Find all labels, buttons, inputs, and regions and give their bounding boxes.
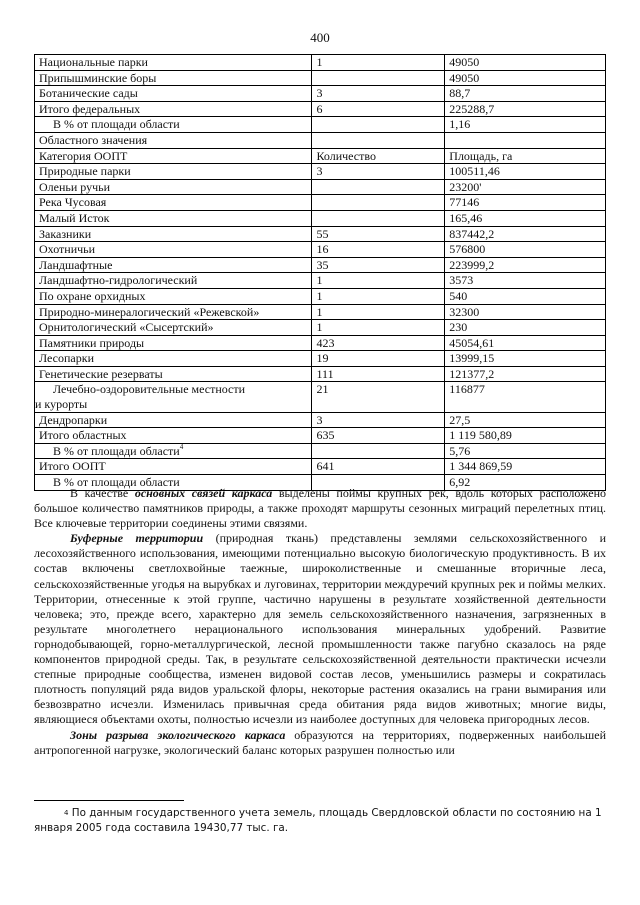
cell-category: Дендропарки [35,412,312,428]
cell-count: 55 [312,226,445,242]
cell-category: Категория ООПТ [35,148,312,164]
cell-count [312,70,445,86]
cell-area: 540 [445,288,606,304]
cell-count: 1 [312,273,445,289]
cell-category: Ландшафтно-гидрологический [35,273,312,289]
cell-area: Площадь, га [445,148,606,164]
cell-count [312,179,445,195]
cell-count [312,195,445,211]
table-row [35,55,606,71]
cell-area: 576800 [445,242,606,258]
table-row [35,335,606,351]
term-gaps: Зоны разрыва экологического каркаса [70,727,286,742]
cell-area: 165,46 [445,210,606,226]
cell-count: 3 [312,86,445,102]
page-number: 400 [310,30,330,45]
cell-area: 837442,2 [445,226,606,242]
cell-area: 5,76 [445,443,606,459]
cell-category: Природные парки [35,164,312,180]
cell-count: 1 [312,320,445,336]
cell-count: 1 [312,55,445,71]
cell-count: 1 [312,288,445,304]
paragraph-links: В качестве основных связей каркаса выделены поймы крупных рек, вдоль которых расположено большое количество памятников природы, а также проходят маршруты сезонных миграций перелетных птиц. Все ключевые территории соединены этими связями. [34,486,606,531]
cell-category: Припышминские боры [35,70,312,86]
table-row [35,428,606,444]
cell-count: 111 [312,366,445,382]
cell-count: 1 [312,304,445,320]
cell-area: 230 [445,320,606,336]
cell-count: 21 [312,382,445,412]
cell-area: 13999,15 [445,351,606,367]
table-row [35,459,606,475]
cell-area: 223999,2 [445,257,606,273]
table-row [35,304,606,320]
cell-area: 45054,61 [445,335,606,351]
cell-category: Итого областных [35,428,312,444]
cell-area: 1,16 [445,117,606,133]
table-row [35,210,606,226]
cell-count: 6 [312,101,445,117]
cell-category: В % от площади области [35,117,312,133]
table-row [35,242,606,258]
cell-count: 19 [312,351,445,367]
cell-count [312,117,445,133]
table-row [35,226,606,242]
cell-category: Малый Исток [35,210,312,226]
cell-category: Лечебно-оздоровительные местности и курорты [35,382,312,412]
cell-count [312,210,445,226]
cell-category: Заказники [35,226,312,242]
cell-category: Итого ООПТ [35,459,312,475]
cell-count: 16 [312,242,445,258]
table-row [35,70,606,86]
cell-category: Природно-минералогический «Режевской» [35,304,312,320]
cell-category: В % от площади области$^4$ [35,443,312,459]
cell-count: 35 [312,257,445,273]
cell-category: Ботанические сады [35,86,312,102]
cell-category: Лесопарки [35,351,312,367]
table-row [35,273,606,289]
cell-area: 6,92 [445,475,606,491]
cell-count: Количество [312,148,445,164]
cell-area: 88,7 [445,86,606,102]
cell-count: 3 [312,164,445,180]
footnote-mark: 4 [64,809,69,817]
cell-count: 423 [312,335,445,351]
protected-areas-table [34,54,606,491]
cell-count: 635 [312,428,445,444]
cell-area: 1 119 580,89 [445,428,606,444]
cell-category: В % от площади области [35,475,312,491]
cell-category: Итого федеральных [35,101,312,117]
cell-area: 32300 [445,304,606,320]
cell-area: 121377,2 [445,366,606,382]
table-row [35,195,606,211]
cell-count: 641 [312,459,445,475]
table-row [35,117,606,133]
cell-area: 3573 [445,273,606,289]
cell-count [312,443,445,459]
cell-category: Национальные парки [35,55,312,71]
table-row [35,148,606,164]
cell-area: 27,5 [445,412,606,428]
table-row [35,351,606,367]
cell-category: Ландшафтные [35,257,312,273]
table-row [35,288,606,304]
table-row [35,101,606,117]
cell-area: 49050 [445,55,606,71]
table-row [35,132,606,148]
body-text [34,486,606,758]
footnote-separator [34,800,184,801]
table-row [35,443,606,459]
cell-category: Генетические резерваты [35,366,312,382]
table-row [35,179,606,195]
term-links: основных связей каркаса [134,486,273,500]
cell-area: 116877 [445,382,606,412]
term-buffer: Буферные территории [70,531,204,546]
table-row [35,412,606,428]
cell-area: 225288,7 [445,101,606,117]
cell-category: Река Чусовая [35,195,312,211]
table-row [35,164,606,180]
footnote [34,806,606,835]
paragraph-gaps: Зоны разрыва экологического каркаса образуются на территориях, подверженных наибольшей антропогенной нагрузке, экологический баланс которых разрушен полностью или [34,727,606,757]
cell-category: Оленьи ручьи [35,179,312,195]
cell-area [445,132,606,148]
cell-category: Областного значения [35,132,312,148]
table-body [35,55,606,491]
cell-area: 49050 [445,70,606,86]
cell-category: Орнитологический «Сысертский» [35,320,312,336]
footnote-ref: 4 [179,442,184,451]
cell-area: 100511,46 [445,164,606,180]
footnote-text: По данным государственного учета земель, площадь Свердловской области по состоянию на 1 января 2005 года составила 19430,77 тыс. га. [34,807,602,834]
table-row [35,320,606,336]
table-row [35,382,606,412]
table-row [35,86,606,102]
cell-area: 77146 [445,195,606,211]
cell-category: По охране орхидных [35,288,312,304]
cell-category: Памятники природы [35,335,312,351]
table-row [35,366,606,382]
table-row [35,257,606,273]
cell-category: Охотничьи [35,242,312,258]
cell-area: 23200' [445,179,606,195]
paragraph-buffer: Буферные территории (природная ткань) представлены землями сельскохозяйственного и лесохозяйственного использования, имеющими потенциально высокую биологическую продуктивность. В их состав включены светлохвойные таежные, широколиственные и смешанные вторичные леса, сельскохозяйственные угодья на вырубках и луговинах, территории междуречий крупных рек и поймы мелких. Территории, отнесенные к этой группе, частично нарушены в результате хозяйственной деятельности человека; это, прежде всего, характерно для земель сельскохозяйственного назначения, загрязненных в результате многолетнего нерационального использования минеральных удобрений. Развитие горнодобывающей, горно-металлургической, лесной промышленности также пагубно сказалось на ряде компонентов природной среды. Так, в результате сельскохозяйственной деятельности практически исчезли степные природные сообщества, изменен видовой состав лесов, уменьшились размеры и сократилась плотность популяций ряда видов уральской флоры, некоторые растения оказались на грани вымирания или безвозвратно исчезли. Изменилась привычная среда обитания ряда видов животных; многие виды, являющиеся объектами охоты, полностью исчезли из наиболее доступных для человека пригородных лесов. [34,531,606,727]
cell-count [312,132,445,148]
cell-area: 1 344 869,59 [445,459,606,475]
cell-count: 3 [312,412,445,428]
